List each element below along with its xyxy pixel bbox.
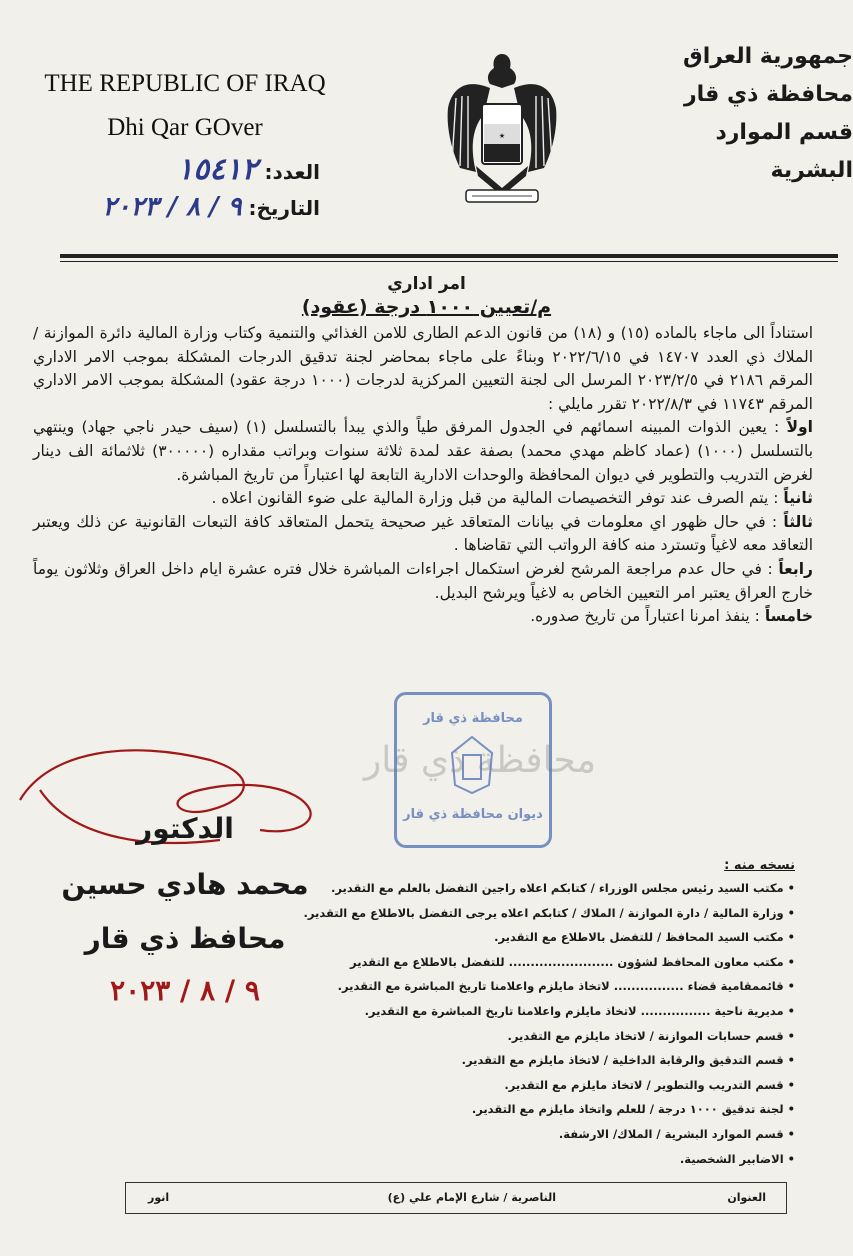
header-arabic — [633, 38, 853, 190]
order-subject — [0, 296, 853, 318]
stamp-top-text: محافظة ذي قار — [423, 711, 523, 726]
copy-recipient: • لجنة تدقيق ١٠٠٠ درجة / للعلم واتخاذ مايلزم مع التقدير. — [315, 1098, 795, 1123]
header-ar-line1: جمهورية العراق — [683, 44, 853, 69]
number-label: العدد: — [264, 160, 320, 184]
copy-recipient: • قائممقامية قضاء ................ لاتخاذ مايلزم واعلامنا تاريخ المباشرة مع التقدير. — [315, 975, 795, 1000]
stamp-bottom-text: ديوان محافظة ذي قار — [403, 807, 543, 822]
copy-recipient: • وزارة المالية / دارة الموازنة / الملاك / كتابكم اعلاه يرجى التفضل بالاطلاع مع التقدير. — [315, 902, 795, 927]
order-item — [33, 416, 813, 487]
signer-date-value: ٩ / ٨ / ٢٠٢٣ — [110, 974, 260, 1007]
item-text: : في حال ظهور اي معلومات في بيانات المتعاقد غير صحيحة يتحمل المتعاقد كافة التبعات القانونية عن ذلك ويعتبر التعاقد معه لاغياً وتسترد منه كافة الرواتب التي تقاضاها . — [33, 512, 813, 555]
footer-address-label: العنوان — [727, 1191, 766, 1204]
signer-title: الدكتور — [136, 812, 234, 845]
header-en-line1: THE REPUBLIC OF IRAQ — [44, 70, 326, 97]
number-value: ١٥٤١٢ — [176, 152, 258, 187]
item-label: اولاً — [786, 418, 813, 437]
signer-name: محمد هادي حسين — [61, 868, 309, 901]
copies-header: نسخه منه : — [724, 858, 795, 873]
date-label: التاريخ: — [248, 196, 320, 220]
stamp-emblem-icon — [447, 735, 497, 795]
copy-recipient: • قسم التدريب والتطوير / لاتخاذ مايلزم مع التقدير. — [315, 1074, 795, 1099]
item-text: : ينفذ امرنا اعتباراً من تاريخ صدوره. — [530, 607, 760, 626]
item-text: : في حال عدم مراجعة المرشح لغرض استكمال اجراءات المباشرة خلال فتره عشرة ايام داخل العراق وثلاثون يوماً خارج العراق يعتبر امر التعيين الخاص به لاغياً ويرشح البديل. — [33, 559, 813, 602]
header-ar-line3: قسم الموارد البشرية — [715, 120, 853, 183]
copy-recipient: • قسم التدقيق والرقابة الداخلية / لاتخاذ مايلزم مع التقدير. — [315, 1049, 795, 1074]
copies-list — [303, 858, 795, 1172]
order-item — [33, 511, 813, 558]
watermark: محافظة ذي قار — [363, 740, 597, 781]
copy-recipient: • الاضابير الشخصية. — [315, 1148, 795, 1173]
copy-recipient: • مكتب السيد المحافظ / للتفضل بالاطلاع مع التقدير. — [315, 926, 795, 951]
footer-address-bar — [125, 1182, 787, 1214]
header-english — [40, 62, 330, 150]
order-title: امر اداري — [387, 274, 466, 294]
order-item — [33, 558, 813, 605]
date-value: ٩ / ٨ / ٢٠٢٣ — [102, 192, 242, 222]
order-body — [33, 322, 813, 629]
order-intro: استناداً الى ماجاء بالماده (١٥) و (١٨) من قانون الدعم الطارى للامن الغذائي والتنمية وكتاب وزارة المالية دائرة الموازنة / الملاك ذي العدد ١٤٧٠٧ في ٢٠٢٢/٦/١٥ وبناءً على ماجاء بمحاضر لجنة تدقيق الدرجات المشكلة بموجب الامر الاداري المرقم ٢١٨٦ في ٢٠٢٣/٢/٥ المرسل الى لجنة التعيين المركزية لدرجات (١٠٠٠ درجة عقود) المشكلة بموجب الامر الاداري المرقم ١١٧٤٣ في ٢٠٢٢/٨/٣ تقرر مايلي : — [33, 324, 814, 413]
item-label: ثانياً — [783, 489, 813, 508]
item-label: خامساً — [764, 607, 813, 626]
iraq-eagle-emblem-icon — [446, 48, 558, 206]
svg-text:★: ★ — [498, 132, 506, 140]
header-en-line2: Dhi Qar GOver — [107, 114, 263, 141]
item-text: : يتم الصرف عند توفر التخصيصات المالية من قبل وزارة المالية على ضوء القانون اعلاه . — [211, 489, 779, 508]
document-date-row — [80, 192, 320, 222]
order-item — [33, 605, 813, 629]
copy-recipient: • مكتب معاون المحافظ لشؤون ........................ للتفضل بالاطلاع مع التقدير — [315, 951, 795, 976]
header-divider-thin — [60, 261, 838, 262]
signer-position: محافظ ذي قار — [84, 922, 286, 955]
order-subject-text: م/تعيين ١٠٠٠ درجة (عقود) — [301, 296, 552, 318]
item-label: ثالثاً — [783, 512, 813, 531]
footer-address: الناصرية / شارع الإمام علي (ع) — [387, 1191, 556, 1204]
copy-recipient: • قسم الموارد البشرية / الملاك/ الارشفة. — [315, 1123, 795, 1148]
order-item — [33, 487, 813, 511]
document-number-row — [80, 152, 320, 187]
official-stamp — [394, 692, 552, 848]
header-ar-line2: محافظة ذي قار — [683, 82, 853, 107]
signer-date — [60, 974, 310, 1007]
header-divider — [60, 254, 838, 258]
item-text: : يعين الذوات المبينه اسمائهم في الجدول المرفق طياً والذي يبدأ بالتسلسل (١) (سيف حيدر ناجي جهاد) وينتهي بالتسلسل (١٠٠٠) (عماد كاظم مهدي محمد) بصفة عقد لمدة ثلاثة سنوات وبراتب مقداره (٣٠٠٠٠٠) ثلاثمائة الف دينار لغرض التدريب والتطوير في ديوان المحافظة والوحدات الادارية التابعة لها اعتباراً من تاريخ المباشرة. — [33, 418, 814, 484]
copy-recipient: • مديرية ناحية ................ لاتخاذ مايلزم واعلامنا تاريخ المباشرة مع التقدير. — [315, 1000, 795, 1025]
item-label: رابعاً — [778, 559, 813, 578]
copy-recipient: • قسم حسابات الموازنة / لاتخاذ مايلزم مع التقدير. — [315, 1025, 795, 1050]
footer-anwar: انور — [148, 1191, 170, 1204]
copy-recipient: • مكتب السيد رئيس مجلس الوزراء / كتابكم اعلاه راجين التفضل بالعلم مع التقدير. — [315, 877, 795, 902]
